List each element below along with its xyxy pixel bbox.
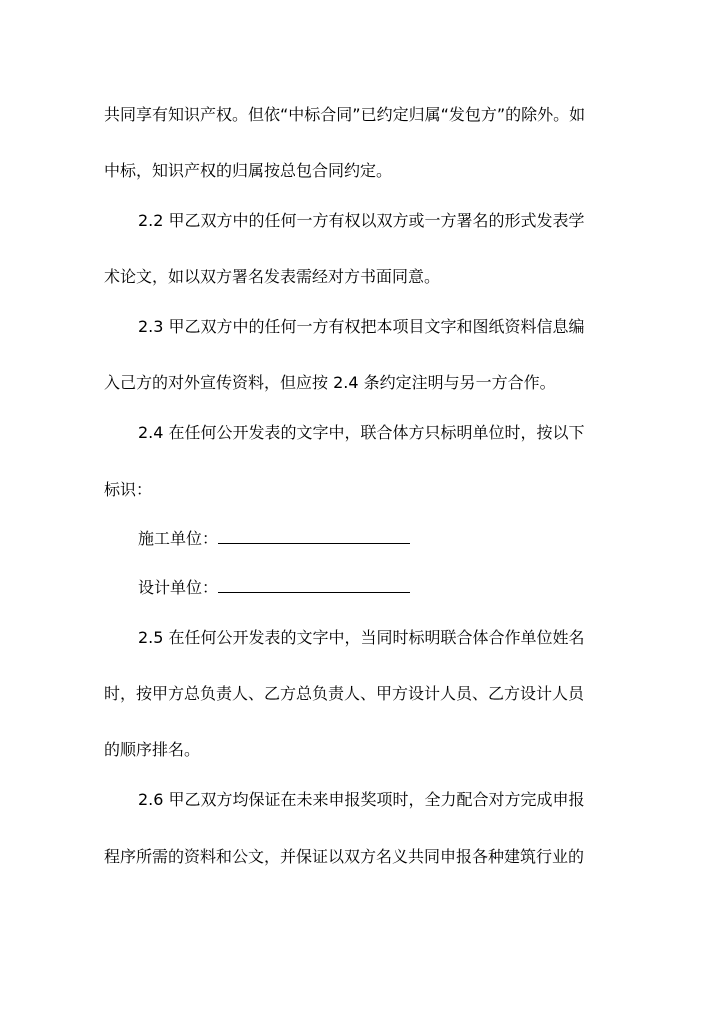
construction-unit-label: 施工单位： xyxy=(138,529,219,548)
paragraph-2-6-start: 2.6 甲乙双方均保证在未来申报奖项时，全力配合对方完成申报 xyxy=(138,790,585,809)
paragraph-2-3-start: 2.3 甲乙双方中的任何一方有权把本项目文字和图纸资料信息编 xyxy=(138,317,585,336)
text-line: 术论文，如以双方署名发表需经对方书面同意。 xyxy=(104,267,441,286)
design-unit-label: 设计单位： xyxy=(138,578,219,597)
text-line: 的顺序排名。 xyxy=(104,740,201,759)
design-unit-field xyxy=(138,578,410,598)
text-line: 时，按甲方总负责人、乙方总负责人、甲方设计人员、乙方设计人员 xyxy=(104,684,585,703)
text-line: 标识： xyxy=(104,480,153,499)
text-line: 入己方的对外宣传资料，但应按 2.4 条约定注明与另一方合作。 xyxy=(104,373,556,392)
paragraph-2-2-start: 2.2 甲乙双方中的任何一方有权以双方或一方署名的形式发表学 xyxy=(138,211,585,230)
construction-unit-blank xyxy=(218,529,410,544)
paragraph-2-5-start: 2.5 在任何公开发表的文字中，当同时标明联合体合作单位姓名 xyxy=(138,628,585,647)
text-line: 中标，知识产权的归属按总包合同约定。 xyxy=(104,161,393,180)
design-unit-blank xyxy=(218,578,410,593)
construction-unit-field xyxy=(138,529,410,549)
text-line: 共同享有知识产权。但依“中标合同”已约定归属“发包方”的除外。如 xyxy=(104,105,586,124)
text-line: 程序所需的资料和公文，并保证以双方名义共同申报各种建筑行业的 xyxy=(104,847,585,866)
paragraph-2-4-start: 2.4 在任何公开发表的文字中，联合体方只标明单位时，按以下 xyxy=(138,423,585,442)
